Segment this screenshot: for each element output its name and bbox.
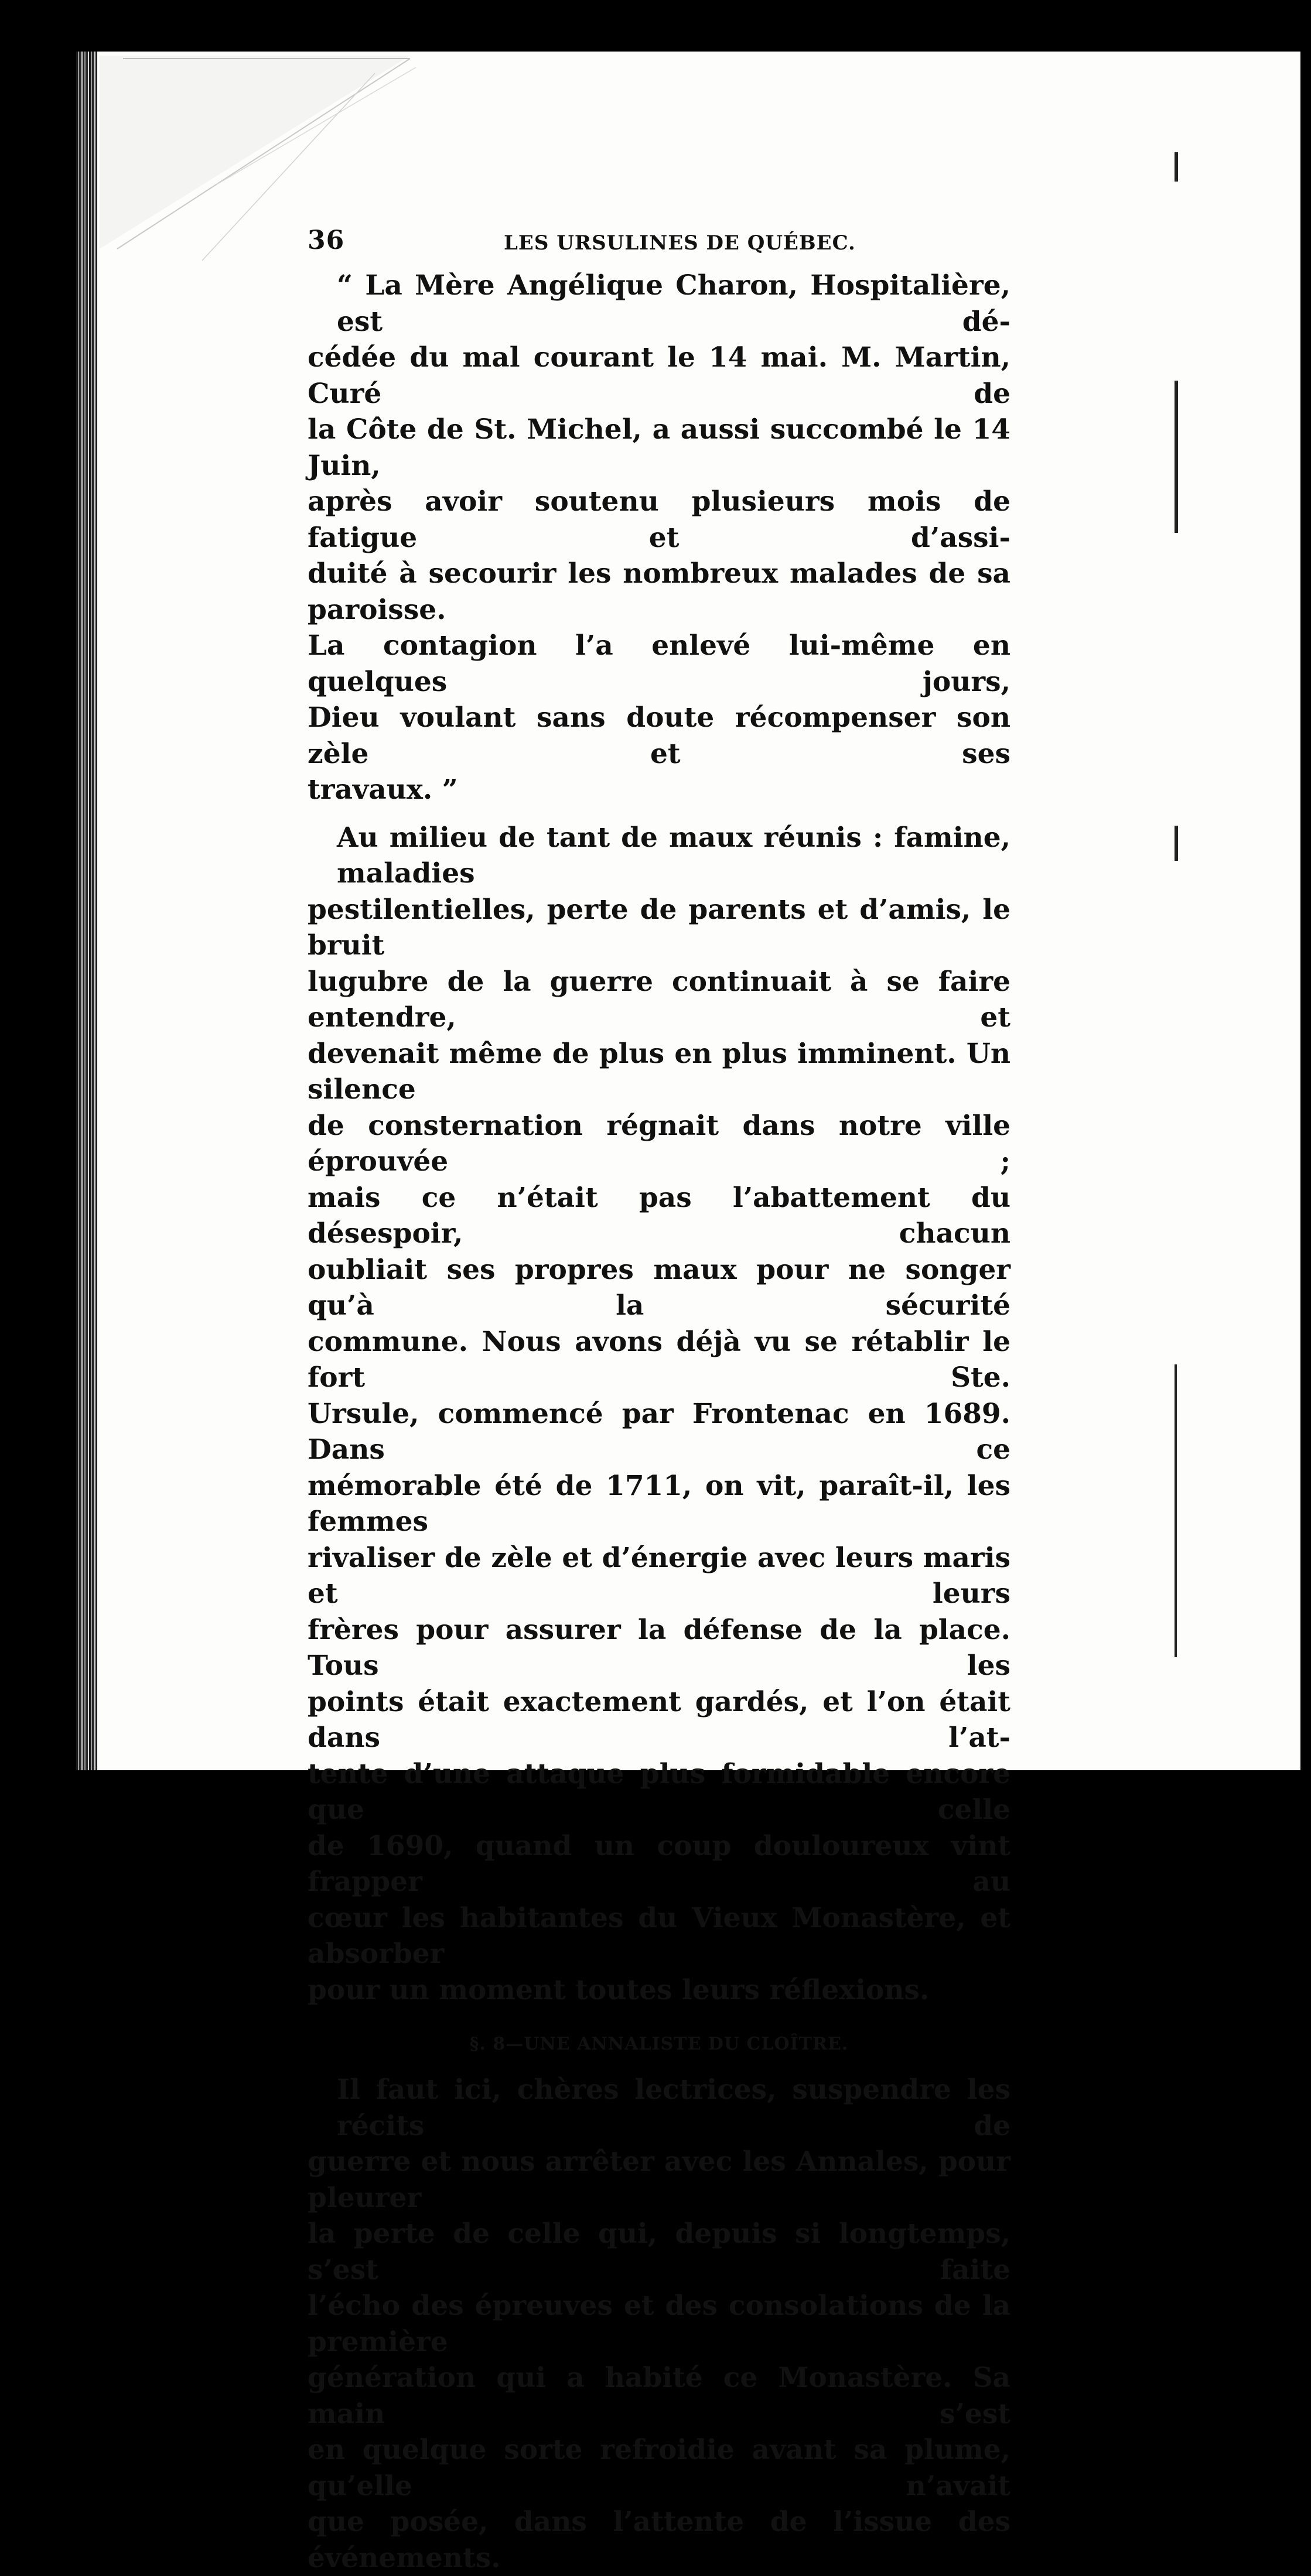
text-line: Dieu voulant sans doute récompenser son zèle et ses bbox=[308, 702, 1010, 770]
text-line: rivaliser de zèle et d’énergie avec leurs maris et leurs bbox=[308, 1541, 1010, 1610]
text-line: Au milieu de tant de maux réunis : famine, maladies bbox=[337, 821, 1010, 890]
page-text bbox=[308, 225, 1010, 2576]
text-line: pestilentielles, perte de parents et d’amis, le bruit bbox=[308, 893, 1010, 962]
text-line: devenait même de plus en plus imminent. Un silence bbox=[308, 1037, 1010, 1106]
text-line: cédée du mal courant le 14 mai. M. Martin, Curé de bbox=[308, 341, 1010, 410]
right-page-edge-marks bbox=[1169, 135, 1184, 1610]
page-number: 36 bbox=[308, 225, 345, 255]
text-line: génération qui a habité ce Monastère. Sa main s’est bbox=[308, 2362, 1010, 2430]
text-line: la perte de celle qui, depuis si longtemps, s’est faite bbox=[308, 2218, 1010, 2286]
text-line: “ La Mère Angélique Charon, Hospitalière, est dé- bbox=[337, 269, 1010, 338]
text-line: oubliait ses propres maux pour ne songer qu’à la sécurité bbox=[308, 1253, 1010, 1322]
text-line: duité à secourir les nombreux malades de sa paroisse. bbox=[308, 557, 1010, 626]
text-line: commune. Nous avons déjà vu se rétablir le fort Ste. bbox=[308, 1325, 1010, 1394]
text-line: après avoir soutenu plusieurs mois de fatigue et d’assi- bbox=[308, 485, 1010, 554]
text-line: pour un moment toutes leurs réflexions. bbox=[308, 1973, 930, 2006]
text-line: frères pour assurer la défense de la place. Tous les bbox=[308, 1613, 1010, 1682]
paragraph-annalist bbox=[308, 2072, 1010, 2576]
text-line: en quelque sorte refroidie avant sa plume, qu’elle n’avait bbox=[308, 2434, 1010, 2502]
text-line: mais ce n’était pas l’abattement du désespoir, chacun bbox=[308, 1181, 1010, 1250]
text-line: lugubre de la guerre continuait à se faire entendre, et bbox=[308, 965, 1010, 1034]
paragraph-quote bbox=[308, 268, 1010, 808]
text-line: La contagion l’a enlevé lui-même en quelques jours, bbox=[308, 630, 1010, 698]
text-line: cœur les habitantes du Vieux Monastère, et absorber bbox=[308, 1901, 1010, 1970]
text-line: tente d’une attaque plus formidable encore que celle bbox=[308, 1757, 1010, 1826]
text-line: l’écho des épreuves et des consolations de la première bbox=[308, 2290, 1010, 2358]
text-line: guerre et nous arrêter avec les Annales, pour pleurer bbox=[308, 2146, 1010, 2214]
paragraph-siege bbox=[308, 820, 1010, 2009]
text-line: que posée, dans l’attente de l’issue des événements. bbox=[308, 2506, 1010, 2574]
text-line: Ursule, commencé par Frontenac en 1689. Dans ce bbox=[308, 1397, 1010, 1466]
text-line: de consternation régnait dans notre ville éprouvée ; bbox=[308, 1109, 1010, 1178]
text-line: de 1690, quand un coup douloureux vint frapper au bbox=[308, 1829, 1010, 1898]
running-head bbox=[308, 225, 1010, 266]
section-heading: §. 8—UNE ANNALISTE DU CLOÎTRE. bbox=[469, 2034, 849, 2054]
text-line: Il faut ici, chères lectrices, suspendre les récits de bbox=[337, 2074, 1010, 2142]
text-line: points était exactement gardés, et l’on était dans l’at- bbox=[308, 1685, 1010, 1754]
book-binding-edge bbox=[76, 52, 97, 1770]
text-line: travaux. ” bbox=[308, 774, 458, 806]
text-line: mémorable été de 1711, on vit, paraît-il, les femmes bbox=[308, 1469, 1010, 1538]
running-title: LES URSULINES DE QUÉBEC. bbox=[504, 231, 856, 255]
text-line: la Côte de St. Michel, a aussi succombé le 14 Juin, bbox=[308, 413, 1010, 482]
